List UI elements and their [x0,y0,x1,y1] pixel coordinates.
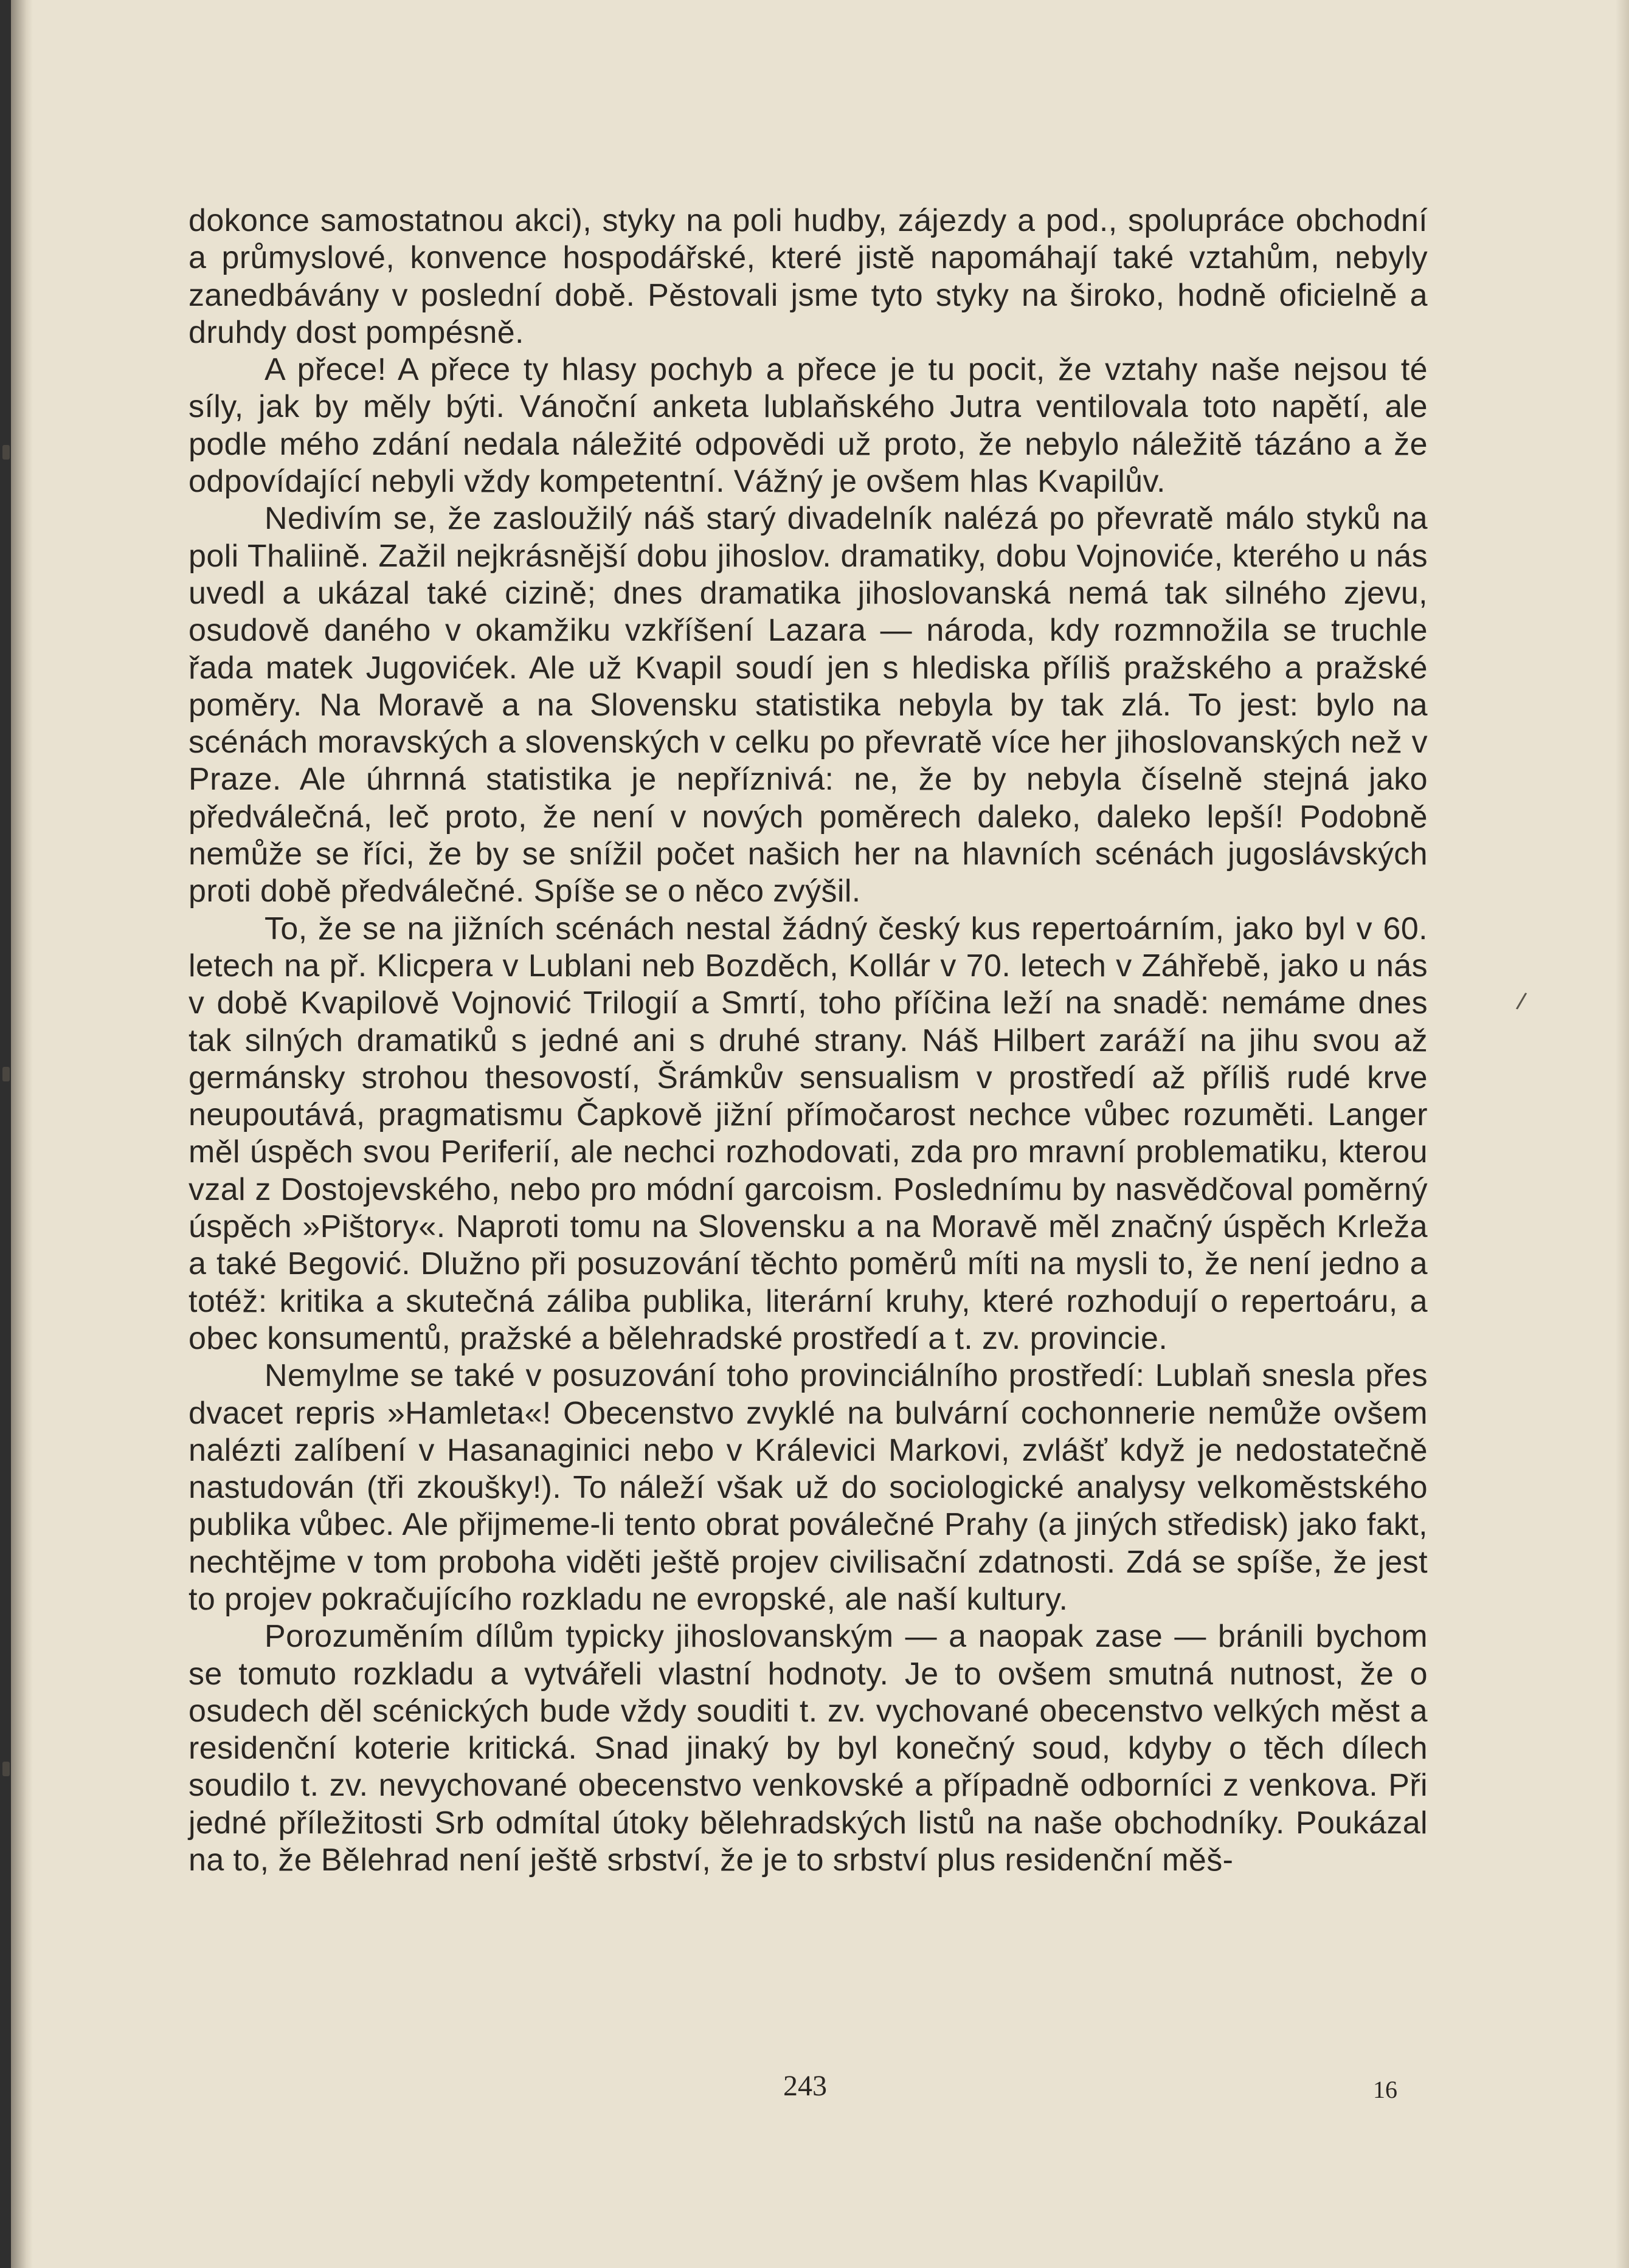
binding-hole [2,1762,10,1776]
paragraph-3: Nedivím se, že zasloužilý náš starý divadelník nalézá po převratě málo styků na poli Thaliině. Zažil nejkrásnější dobu jihoslov. dramatiky, dobu Vojnoviće, kterého u nás uvedl a ukázal také cizině; dnes dramatika jihoslovanská nemá tak silného zjevu, osudově daného v okamžiku vzkříšení Lazara — národa, kdy rozmnožila se truchle řada matek Jugovićek. Ale už Kvapil soudí jen s hlediska příliš pražského a pražské poměry. Na Moravě a na Slovensku statistika nebyla by tak zlá. To jest: bylo na scénách moravských a slovenských v celku po převratě více her jihoslovanských než v Praze. Ale úhrnná statistika je nepříznivá: ne, že by nebyla číselně stejná jako předválečná, leč proto, že není v nových poměrech daleko, daleko lepší! Podobně nemůže se říci, že by se snížil počet našich her na hlavních scénách jugoslávských proti době předválečné. Spíše se o něco zvýšil. [188,501,1428,909]
page-number: 243 [783,2070,827,2102]
signature-mark: 16 [1373,2076,1397,2103]
page-edge [1616,0,1629,2268]
paragraph-1: dokonce samostatnou akci), styky na poli hudby, zájezdy a pod., spolupráce obchodní a průmyslové, konvence hospodářské, které jistě napomáhají také vztahům, nebyly zanedbávány v poslední době. Pěstovali jsme tyto styky na široko, hodně oficielně a druhdy dost pompésně. [188,203,1428,350]
binding-hole [2,1067,10,1081]
book-page [11,0,1629,2268]
margin-mark: / [1514,988,1528,1016]
binding-hole [2,445,10,460]
paragraph-6: Porozuměním dílům typicky jihoslovanským — a naopak zase — bránili bychom se tomuto rozkladu a vytvářeli vlastní hodnoty. Je to ovšem smutná nutnost, že o osudech děl scénických bude vždy souditi t. zv. vychované obecenstvo velkých měst a residenční koterie kritická. Snad jinaký by byl konečný soud, kdyby o těch dílech soudilo t. zv. nevychované obecenstvo venkovské a případně odborníci z venkova. Při jedné příležitosti Srb odmítal útoky bělehradských listů na naše obchodníky. Poukázal na to, že Bělehrad není ještě srbství, že je to srbství plus residenční měš- [188,1619,1428,1878]
gutter-shadow [11,0,33,2268]
body-text [188,202,1428,1879]
paragraph-5: Nemylme se také v posuzování toho provinciálního prostředí: Lublaň snesla přes dvacet repris »Hamleta«! Obecenstvo zvyklé na bulvární cochonnerie nemůže ovšem nalézti zalíbení v Hasanaginici nebo v Králevici Markovi, zvlášť když je nedostatečně nastudován (tři zkoušky!). To náleží však už do sociologické analysy velkoměstského publika vůbec. Ale přijmeme-li tento obrat poválečné Prahy (a jiných středisk) jako fakt, nechtějme v tom proboha viděti ještě projev civilisační zdatnosti. Zdá se spíše, že jest to projev pokračujícího rozkladu ne evropské, ale naší kultury. [188,1358,1428,1617]
paragraph-4: To, že se na jižních scénách nestal žádný český kus repertoárním, jako byl v 60. letech na př. Klicpera v Lublani neb Bozděch, Kollár v 70. letech v Záhřebě, jako u nás v době Kvapilově Vojnović Trilogií a Smrtí, toho příčina leží na snadě: nemáme dnes tak silných dramatiků s jedné ani s druhé strany. Náš Hilbert zaráží na jihu svou až germánsky strohou thesovostí, Šrámkův sensualism v prostředí až příliš rudé krve neupoutává, pragmatismu Čapkově jižní přímočarost nechce vůbec rozuměti. Langer měl úspěch svou Periferií, ale nechci rozhodovati, zda pro mravní problematiku, kterou vzal z Dostojevského, nebo pro módní garcoism. Poslednímu by nasvědčoval poměrný úspěch »Pištory«. Naproti tomu na Slovensku a na Moravě měl značný úspěch Krleža a také Begović. Dlužno při posuzování těchto poměrů míti na mysli to, že není jedno a totéž: kritika a skutečná záliba publika, literární kruhy, které rozhodují o repertoáru, a obec konsumentů, pražské a bělehradské prostředí a t. zv. provincie. [188,911,1428,1356]
paragraph-2: A přece! A přece ty hlasy pochyb a přece je tu pocit, že vztahy naše nejsou té síly, jak by měly býti. Vánoční anketa lublaňského Jutra ventilovala toto napětí, ale podle mého zdání nedala náležité odpovědi už proto, že nebylo náležitě tázáno a že odpovídající nebyli vždy kompetentní. Vážný je ovšem hlas Kvapilův. [188,352,1428,500]
